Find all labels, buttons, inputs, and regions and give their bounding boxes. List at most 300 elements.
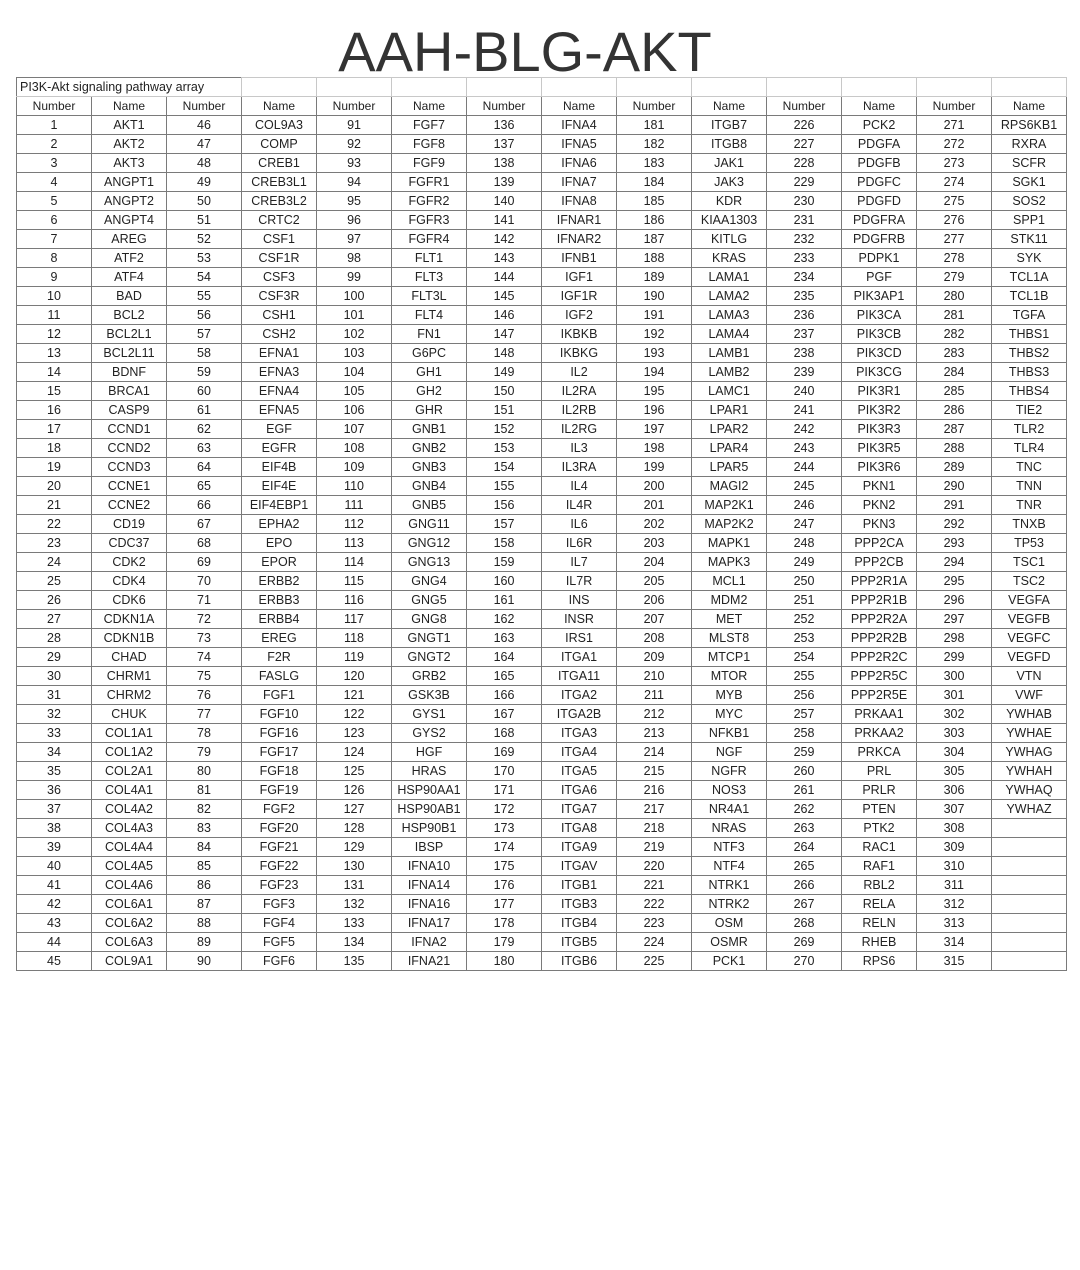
cell-number: 241 — [767, 401, 842, 420]
cell-number: 76 — [167, 686, 242, 705]
cell-number: 229 — [767, 173, 842, 192]
table-row — [17, 705, 1067, 724]
cell-number: 40 — [17, 857, 92, 876]
cell-number: 133 — [317, 914, 392, 933]
cell-gene-name: PPP2R1A — [842, 572, 917, 591]
cell-number: 45 — [17, 952, 92, 971]
cell-gene-name: AKT2 — [92, 135, 167, 154]
cell-gene-name: ANGPT1 — [92, 173, 167, 192]
cell-gene-name: YWHAG — [992, 743, 1067, 762]
cell-gene-name: NGF — [692, 743, 767, 762]
cell-gene-name: MLST8 — [692, 629, 767, 648]
cell-gene-name: ERBB2 — [242, 572, 317, 591]
table-row — [17, 781, 1067, 800]
cell-number: 283 — [917, 344, 992, 363]
cell-number: 115 — [317, 572, 392, 591]
cell-gene-name: FLT1 — [392, 249, 467, 268]
cell-number: 250 — [767, 572, 842, 591]
cell-number: 260 — [767, 762, 842, 781]
cell-gene-name: PRKAA2 — [842, 724, 917, 743]
cell-gene-name: CSF3 — [242, 268, 317, 287]
cell-number: 174 — [467, 838, 542, 857]
cell-number: 154 — [467, 458, 542, 477]
cell-number: 203 — [617, 534, 692, 553]
cell-number: 82 — [167, 800, 242, 819]
cell-gene-name: GNGT2 — [392, 648, 467, 667]
cell-number: 147 — [467, 325, 542, 344]
cell-number: 69 — [167, 553, 242, 572]
cell-gene-name: KDR — [692, 192, 767, 211]
cell-gene-name: BCL2 — [92, 306, 167, 325]
cell-gene-name: NOS3 — [692, 781, 767, 800]
cell-number: 214 — [617, 743, 692, 762]
cell-gene-name: IFNA10 — [392, 857, 467, 876]
cell-gene-name: TSC1 — [992, 553, 1067, 572]
cell-number: 215 — [617, 762, 692, 781]
cell-gene-name: NRAS — [692, 819, 767, 838]
cell-number: 236 — [767, 306, 842, 325]
cell-number: 268 — [767, 914, 842, 933]
cell-gene-name: PIK3R6 — [842, 458, 917, 477]
cell-number: 57 — [167, 325, 242, 344]
cell-gene-name: COL1A2 — [92, 743, 167, 762]
cell-gene-name: IFNA7 — [542, 173, 617, 192]
cell-number: 124 — [317, 743, 392, 762]
cell-number: 43 — [17, 914, 92, 933]
cell-number: 73 — [167, 629, 242, 648]
cell-gene-name: PRKCA — [842, 743, 917, 762]
cell-gene-name — [992, 952, 1067, 971]
cell-number: 96 — [317, 211, 392, 230]
cell-gene-name: IL3 — [542, 439, 617, 458]
cell-number: 143 — [467, 249, 542, 268]
cell-gene-name: ITGA4 — [542, 743, 617, 762]
cell-gene-name: IFNA6 — [542, 154, 617, 173]
cell-number: 303 — [917, 724, 992, 743]
cell-gene-name: COL4A3 — [92, 819, 167, 838]
table-row — [17, 534, 1067, 553]
cell-gene-name: GNG12 — [392, 534, 467, 553]
cell-gene-name: MTCP1 — [692, 648, 767, 667]
table-row — [17, 249, 1067, 268]
cell-gene-name: KIAA1303 — [692, 211, 767, 230]
cell-gene-name: CSH1 — [242, 306, 317, 325]
cell-gene-name: ITGB3 — [542, 895, 617, 914]
cell-gene-name: MTOR — [692, 667, 767, 686]
cell-number: 47 — [167, 135, 242, 154]
cell-number: 14 — [17, 363, 92, 382]
cell-gene-name: FASLG — [242, 667, 317, 686]
cell-gene-name: ERBB3 — [242, 591, 317, 610]
cell-gene-name: CSF1 — [242, 230, 317, 249]
cell-gene-name: RPS6 — [842, 952, 917, 971]
cell-gene-name: AKT3 — [92, 154, 167, 173]
cell-gene-name: EREG — [242, 629, 317, 648]
cell-number: 2 — [17, 135, 92, 154]
cell-gene-name: THBS3 — [992, 363, 1067, 382]
cell-number: 270 — [767, 952, 842, 971]
cell-number: 25 — [17, 572, 92, 591]
cell-gene-name: AREG — [92, 230, 167, 249]
cell-number: 234 — [767, 268, 842, 287]
cell-number: 93 — [317, 154, 392, 173]
cell-number: 105 — [317, 382, 392, 401]
table-row — [17, 363, 1067, 382]
cell-gene-name: FLT4 — [392, 306, 467, 325]
cell-gene-name: PPP2CB — [842, 553, 917, 572]
cell-gene-name: MCL1 — [692, 572, 767, 591]
cell-number: 189 — [617, 268, 692, 287]
cell-gene-name: LAMA3 — [692, 306, 767, 325]
cell-gene-name: SCFR — [992, 154, 1067, 173]
cell-gene-name: CCNE2 — [92, 496, 167, 515]
cell-gene-name: CSF1R — [242, 249, 317, 268]
cell-number: 301 — [917, 686, 992, 705]
table-row — [17, 952, 1067, 971]
cell-number: 253 — [767, 629, 842, 648]
cell-number: 312 — [917, 895, 992, 914]
cell-number: 177 — [467, 895, 542, 914]
cell-number: 142 — [467, 230, 542, 249]
cell-number: 164 — [467, 648, 542, 667]
cell-gene-name: NTRK2 — [692, 895, 767, 914]
table-caption: PI3K-Akt signaling pathway array — [17, 78, 242, 97]
cell-gene-name: RELN — [842, 914, 917, 933]
cell-gene-name: CDK2 — [92, 553, 167, 572]
cell-number: 294 — [917, 553, 992, 572]
cell-number: 293 — [917, 534, 992, 553]
cell-number: 282 — [917, 325, 992, 344]
table-row — [17, 648, 1067, 667]
cell-gene-name: FGF20 — [242, 819, 317, 838]
cell-number: 314 — [917, 933, 992, 952]
cell-number: 196 — [617, 401, 692, 420]
cell-gene-name: TGFA — [992, 306, 1067, 325]
cell-number: 263 — [767, 819, 842, 838]
cell-gene-name: COL4A5 — [92, 857, 167, 876]
cell-number: 243 — [767, 439, 842, 458]
cell-gene-name: GNG11 — [392, 515, 467, 534]
cell-gene-name: JAK1 — [692, 154, 767, 173]
header-number: Number — [917, 97, 992, 116]
cell-gene-name: EIF4E — [242, 477, 317, 496]
cell-number: 191 — [617, 306, 692, 325]
table-row — [17, 553, 1067, 572]
cell-number: 98 — [317, 249, 392, 268]
cell-gene-name: ITGA3 — [542, 724, 617, 743]
table-row — [17, 325, 1067, 344]
cell-gene-name: TIE2 — [992, 401, 1067, 420]
cell-gene-name: FGF17 — [242, 743, 317, 762]
cell-gene-name: IGF2 — [542, 306, 617, 325]
cell-gene-name: HSP90B1 — [392, 819, 467, 838]
cell-gene-name: IFNA16 — [392, 895, 467, 914]
cell-gene-name: IFNAR2 — [542, 230, 617, 249]
cell-number: 1 — [17, 116, 92, 135]
cell-number: 54 — [167, 268, 242, 287]
cell-number: 67 — [167, 515, 242, 534]
cell-gene-name: ITGA8 — [542, 819, 617, 838]
cell-gene-name: IL2RA — [542, 382, 617, 401]
cell-gene-name: LPAR5 — [692, 458, 767, 477]
cell-number: 135 — [317, 952, 392, 971]
cell-number: 146 — [467, 306, 542, 325]
cell-gene-name: BRCA1 — [92, 382, 167, 401]
cell-number: 219 — [617, 838, 692, 857]
cell-gene-name: KRAS — [692, 249, 767, 268]
cell-gene-name: RAC1 — [842, 838, 917, 857]
cell-number: 277 — [917, 230, 992, 249]
cell-gene-name: F2R — [242, 648, 317, 667]
cell-gene-name: FGF23 — [242, 876, 317, 895]
cell-number: 127 — [317, 800, 392, 819]
cell-number: 261 — [767, 781, 842, 800]
cell-number: 89 — [167, 933, 242, 952]
cell-gene-name: IKBKB — [542, 325, 617, 344]
cell-number: 217 — [617, 800, 692, 819]
cell-number: 108 — [317, 439, 392, 458]
cell-number: 228 — [767, 154, 842, 173]
cell-gene-name: CREB3L1 — [242, 173, 317, 192]
cell-number: 131 — [317, 876, 392, 895]
cell-gene-name: FGF2 — [242, 800, 317, 819]
cell-number: 140 — [467, 192, 542, 211]
cell-number: 237 — [767, 325, 842, 344]
cell-gene-name: HSP90AA1 — [392, 781, 467, 800]
cell-gene-name: LAMA4 — [692, 325, 767, 344]
cell-gene-name: GHR — [392, 401, 467, 420]
cell-gene-name: TLR4 — [992, 439, 1067, 458]
table-row — [17, 800, 1067, 819]
cell-gene-name: PRL — [842, 762, 917, 781]
cell-gene-name — [992, 838, 1067, 857]
cell-gene-name: THBS2 — [992, 344, 1067, 363]
cell-gene-name: YWHAZ — [992, 800, 1067, 819]
cell-gene-name: PPP2R5E — [842, 686, 917, 705]
cell-number: 149 — [467, 363, 542, 382]
cell-number: 302 — [917, 705, 992, 724]
cell-gene-name: IL3RA — [542, 458, 617, 477]
cell-gene-name: PIK3R5 — [842, 439, 917, 458]
cell-number: 151 — [467, 401, 542, 420]
table-row — [17, 895, 1067, 914]
cell-number: 112 — [317, 515, 392, 534]
cell-number: 285 — [917, 382, 992, 401]
cell-number: 195 — [617, 382, 692, 401]
cell-number: 59 — [167, 363, 242, 382]
cell-gene-name: JAK3 — [692, 173, 767, 192]
cell-gene-name: ERBB4 — [242, 610, 317, 629]
cell-gene-name: ATF4 — [92, 268, 167, 287]
cell-gene-name: IL7 — [542, 553, 617, 572]
cell-gene-name: COL6A1 — [92, 895, 167, 914]
cell-gene-name: MAP2K2 — [692, 515, 767, 534]
cell-gene-name: SYK — [992, 249, 1067, 268]
cell-number: 186 — [617, 211, 692, 230]
cell-gene-name: MET — [692, 610, 767, 629]
cell-gene-name: CDKN1B — [92, 629, 167, 648]
cell-number: 36 — [17, 781, 92, 800]
cell-number: 139 — [467, 173, 542, 192]
cell-number: 104 — [317, 363, 392, 382]
cell-gene-name: PIK3CG — [842, 363, 917, 382]
table-row — [17, 382, 1067, 401]
cell-gene-name: VWF — [992, 686, 1067, 705]
cell-gene-name: ATF2 — [92, 249, 167, 268]
cell-gene-name: GNG5 — [392, 591, 467, 610]
cell-gene-name: HGF — [392, 743, 467, 762]
cell-number: 199 — [617, 458, 692, 477]
cell-number: 187 — [617, 230, 692, 249]
cell-number: 239 — [767, 363, 842, 382]
cell-number: 166 — [467, 686, 542, 705]
cell-number: 304 — [917, 743, 992, 762]
cell-gene-name: FGFR4 — [392, 230, 467, 249]
cell-gene-name: EPHA2 — [242, 515, 317, 534]
cell-number: 4 — [17, 173, 92, 192]
cell-number: 288 — [917, 439, 992, 458]
cell-gene-name: NTF4 — [692, 857, 767, 876]
cell-number: 210 — [617, 667, 692, 686]
cell-gene-name: IRS1 — [542, 629, 617, 648]
cell-number: 188 — [617, 249, 692, 268]
cell-gene-name: MAP2K1 — [692, 496, 767, 515]
cell-number: 259 — [767, 743, 842, 762]
cell-number: 10 — [17, 287, 92, 306]
cell-gene-name: CCND1 — [92, 420, 167, 439]
cell-gene-name: PDGFB — [842, 154, 917, 173]
cell-gene-name: FLT3 — [392, 268, 467, 287]
cell-number: 287 — [917, 420, 992, 439]
cell-gene-name: OSMR — [692, 933, 767, 952]
gene-array-table — [16, 77, 1067, 971]
cell-number: 205 — [617, 572, 692, 591]
header-number: Number — [167, 97, 242, 116]
cell-number: 126 — [317, 781, 392, 800]
cell-gene-name: TNR — [992, 496, 1067, 515]
cell-gene-name: ITGA2 — [542, 686, 617, 705]
cell-gene-name: ANGPT2 — [92, 192, 167, 211]
cell-gene-name — [992, 857, 1067, 876]
cell-gene-name: ITGA1 — [542, 648, 617, 667]
cell-gene-name: PIK3CD — [842, 344, 917, 363]
cell-gene-name: BAD — [92, 287, 167, 306]
cell-gene-name: MDM2 — [692, 591, 767, 610]
cell-gene-name: MAGI2 — [692, 477, 767, 496]
cell-gene-name: FGF9 — [392, 154, 467, 173]
cell-gene-name: IFNA14 — [392, 876, 467, 895]
cell-number: 265 — [767, 857, 842, 876]
cell-gene-name: COL4A2 — [92, 800, 167, 819]
cell-gene-name: YWHAH — [992, 762, 1067, 781]
cell-gene-name: FN1 — [392, 325, 467, 344]
cell-number: 85 — [167, 857, 242, 876]
cell-gene-name: PDGFA — [842, 135, 917, 154]
cell-number: 193 — [617, 344, 692, 363]
cell-gene-name: GNB1 — [392, 420, 467, 439]
cell-number: 120 — [317, 667, 392, 686]
cell-number: 227 — [767, 135, 842, 154]
cell-number: 308 — [917, 819, 992, 838]
cell-number: 5 — [17, 192, 92, 211]
cell-number: 305 — [917, 762, 992, 781]
table-row — [17, 838, 1067, 857]
cell-number: 276 — [917, 211, 992, 230]
cell-number: 170 — [467, 762, 542, 781]
cell-gene-name: EPOR — [242, 553, 317, 572]
cell-number: 192 — [617, 325, 692, 344]
cell-number: 157 — [467, 515, 542, 534]
cell-number: 34 — [17, 743, 92, 762]
cell-gene-name — [992, 895, 1067, 914]
cell-number: 148 — [467, 344, 542, 363]
cell-gene-name: COL4A6 — [92, 876, 167, 895]
cell-number: 77 — [167, 705, 242, 724]
cell-gene-name: GYS1 — [392, 705, 467, 724]
cell-number: 183 — [617, 154, 692, 173]
cell-gene-name: PKN1 — [842, 477, 917, 496]
cell-number: 138 — [467, 154, 542, 173]
table-row — [17, 192, 1067, 211]
cell-gene-name: ITGB7 — [692, 116, 767, 135]
cell-number: 137 — [467, 135, 542, 154]
cell-gene-name: CDK4 — [92, 572, 167, 591]
header-name: Name — [542, 97, 617, 116]
cell-gene-name: ITGB6 — [542, 952, 617, 971]
cell-gene-name: HRAS — [392, 762, 467, 781]
table-row — [17, 287, 1067, 306]
cell-number: 22 — [17, 515, 92, 534]
cell-number: 114 — [317, 553, 392, 572]
cell-gene-name: CDKN1A — [92, 610, 167, 629]
cell-number: 128 — [317, 819, 392, 838]
cell-gene-name: IFNA4 — [542, 116, 617, 135]
cell-number: 292 — [917, 515, 992, 534]
table-row — [17, 173, 1067, 192]
cell-number: 62 — [167, 420, 242, 439]
cell-number: 37 — [17, 800, 92, 819]
cell-number: 118 — [317, 629, 392, 648]
cell-number: 297 — [917, 610, 992, 629]
cell-gene-name: IL7R — [542, 572, 617, 591]
cell-number: 49 — [167, 173, 242, 192]
cell-gene-name: PDGFD — [842, 192, 917, 211]
cell-gene-name: CCND2 — [92, 439, 167, 458]
cell-gene-name: YWHAE — [992, 724, 1067, 743]
cell-gene-name: PCK2 — [842, 116, 917, 135]
cell-number: 107 — [317, 420, 392, 439]
cell-gene-name: ITGB1 — [542, 876, 617, 895]
cell-gene-name: FGF1 — [242, 686, 317, 705]
cell-number: 248 — [767, 534, 842, 553]
cell-gene-name: CHRM1 — [92, 667, 167, 686]
cell-number: 90 — [167, 952, 242, 971]
table-row — [17, 477, 1067, 496]
cell-gene-name: INS — [542, 591, 617, 610]
cell-number: 21 — [17, 496, 92, 515]
cell-number: 200 — [617, 477, 692, 496]
cell-gene-name: PIK3CB — [842, 325, 917, 344]
table-row — [17, 439, 1067, 458]
cell-number: 38 — [17, 819, 92, 838]
cell-number: 160 — [467, 572, 542, 591]
cell-number: 295 — [917, 572, 992, 591]
cell-number: 101 — [317, 306, 392, 325]
cell-gene-name: EFNA4 — [242, 382, 317, 401]
cell-gene-name: PKN2 — [842, 496, 917, 515]
cell-number: 278 — [917, 249, 992, 268]
cell-gene-name: IL2 — [542, 363, 617, 382]
